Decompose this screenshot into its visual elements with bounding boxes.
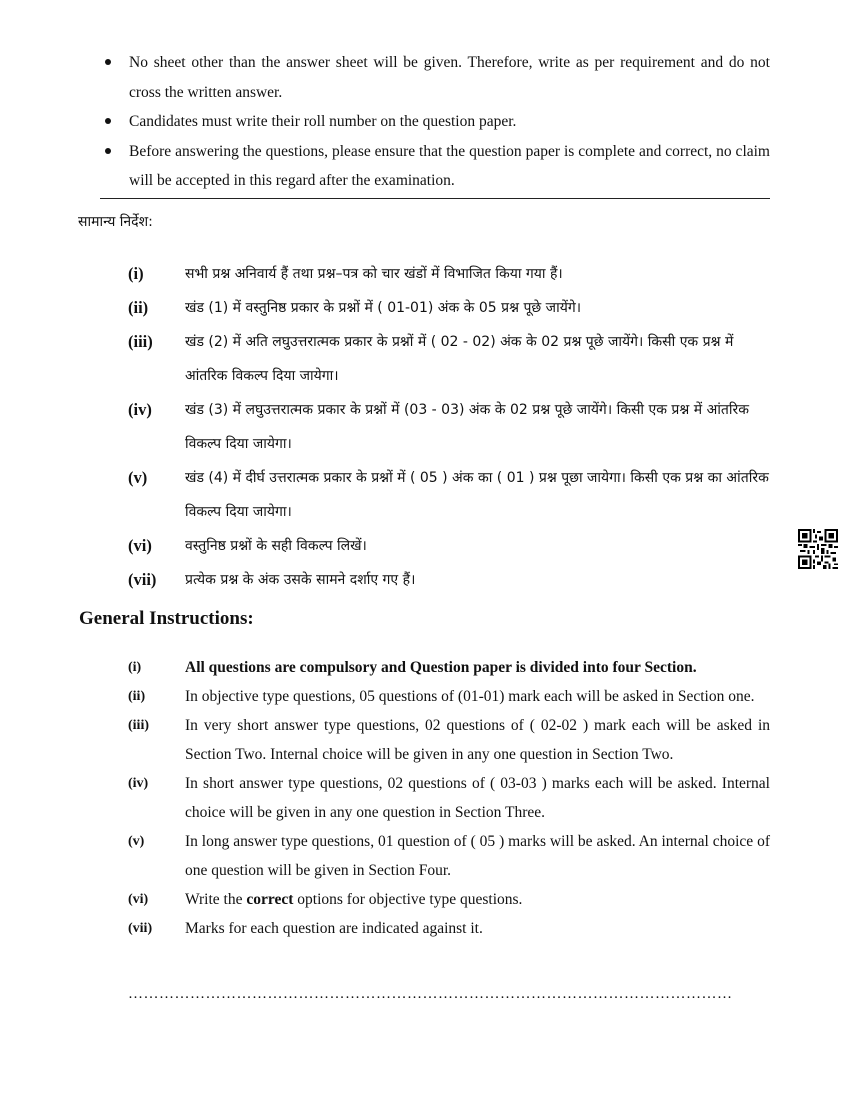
bullet-text: No sheet other than the answer sheet will be given. Therefore, write as per requirement and do not cross the written answer. bbox=[129, 54, 770, 101]
bullet-text: Before answering the questions, please ensure that the question paper is complete and correct, no claim will be accepted in this regard after the examination. bbox=[129, 142, 770, 189]
bullet-dot bbox=[105, 59, 111, 65]
instruction-bullet bbox=[103, 137, 770, 196]
item-text: खंड (1) में वस्तुनिष्ठ प्रकार के प्रश्नों में ( 01-01) अंक के 05 प्रश्न पूछे जायेंगे। bbox=[185, 300, 582, 316]
item-text: Marks for each question are indicated against it. bbox=[185, 920, 483, 937]
item-text: All questions are compulsory and Question paper is divided into four Section. bbox=[185, 659, 697, 676]
top-instructions-list bbox=[103, 48, 770, 196]
hindi-instruction-item bbox=[128, 529, 770, 563]
section-divider bbox=[100, 198, 770, 199]
bullet-text: Candidates must write their roll number on the question paper. bbox=[129, 113, 517, 130]
instruction-bullet bbox=[103, 48, 770, 107]
general-instruction-item bbox=[128, 711, 770, 769]
qr-code-icon bbox=[798, 529, 838, 569]
hindi-instruction-item bbox=[128, 257, 770, 291]
item-number: (v) bbox=[128, 468, 148, 487]
general-instruction-item bbox=[128, 885, 770, 914]
general-instruction-item bbox=[128, 914, 770, 943]
emphasis-text: correct bbox=[246, 891, 294, 908]
general-instruction-item bbox=[128, 827, 770, 885]
hindi-instructions-heading: सामान्य निर्देश: bbox=[78, 214, 153, 230]
item-text: खंड (2) में अति लघुउत्तरात्मक प्रकार के प्रश्नों में ( 02 - 02) अंक के 02 प्रश्न पूछे जायेंगे। किसी एक प्रश्न में आंतरिक विकल्प दिया जायेगा। bbox=[185, 334, 734, 384]
text-before: Write the bbox=[185, 891, 247, 908]
item-text: सभी प्रश्न अनिवार्य हैं तथा प्रश्न–पत्र को चार खंडों में विभाजित किया गया हैं। bbox=[185, 266, 563, 282]
item-text: In very short answer type questions, 02 questions of ( 02-02 ) mark each will be asked in Section Two. Internal choice will be given in any one question in Section Two. bbox=[185, 717, 770, 763]
item-number: (i) bbox=[128, 660, 142, 675]
item-number: (ii) bbox=[128, 298, 149, 317]
item-number: (vii) bbox=[128, 570, 157, 589]
general-instruction-item bbox=[128, 653, 770, 682]
hindi-instruction-item bbox=[128, 325, 770, 393]
item-number: (iv) bbox=[128, 400, 152, 419]
general-instruction-item bbox=[128, 769, 770, 827]
instruction-bullet bbox=[103, 107, 770, 137]
hindi-instruction-item bbox=[128, 393, 770, 461]
item-number: (vii) bbox=[128, 921, 153, 936]
text-after: options for objective type questions. bbox=[293, 891, 523, 908]
item-text: खंड (3) में लघुउत्तरात्मक प्रकार के प्रश्नों में (03 - 03) अंक के 02 प्रश्न पूछे जायेंगे। किसी एक प्रश्न में आंतरिक विकल्प दिया जायेगा। bbox=[185, 402, 749, 452]
item-number: (iii) bbox=[128, 332, 153, 351]
general-instructions-heading: General Instructions: bbox=[79, 608, 254, 629]
item-number: (v) bbox=[128, 834, 145, 849]
bullet-dot bbox=[105, 118, 111, 124]
item-text: In long answer type questions, 01 question of ( 05 ) marks will be asked. An internal choice of one question will be given in Section Four. bbox=[185, 833, 770, 879]
hindi-instructions-list bbox=[128, 257, 770, 597]
item-text bbox=[185, 891, 522, 908]
item-number: (i) bbox=[128, 264, 144, 283]
hindi-instruction-item bbox=[128, 461, 770, 529]
item-text: प्रत्येक प्रश्न के अंक उसके सामने दर्शाए गए हैं। bbox=[185, 572, 416, 588]
item-number: (vi) bbox=[128, 892, 149, 907]
general-instructions-list bbox=[128, 653, 770, 943]
item-text: In short answer type questions, 02 questions of ( 03-03 ) marks each will be asked. Internal choice will be given in any one question in Section Three. bbox=[185, 775, 770, 821]
item-number: (iii) bbox=[128, 718, 149, 733]
item-number: (vi) bbox=[128, 536, 152, 555]
item-text: In objective type questions, 05 questions of (01-01) mark each will be asked in Section one. bbox=[185, 688, 755, 705]
bullet-dot bbox=[105, 148, 111, 154]
general-instruction-item bbox=[128, 682, 770, 711]
item-number: (iv) bbox=[128, 776, 149, 791]
hindi-instruction-item bbox=[128, 291, 770, 325]
item-text: खंड (4) में दीर्घ उत्तरात्मक प्रकार के प्रश्नों में ( 05 ) अंक का ( 01 ) प्रश्न पूछा जायेगा। किसी एक प्रश्न का आंतरिक विकल्प दिया जायेगा। bbox=[185, 470, 769, 520]
item-number: (ii) bbox=[128, 689, 146, 704]
hindi-instruction-item bbox=[128, 563, 770, 597]
footer-dotted-line: ……………………………………………………………………………………………………… bbox=[128, 986, 733, 1002]
item-text: वस्तुनिष्ठ प्रश्नों के सही विकल्प लिखें। bbox=[185, 538, 367, 554]
